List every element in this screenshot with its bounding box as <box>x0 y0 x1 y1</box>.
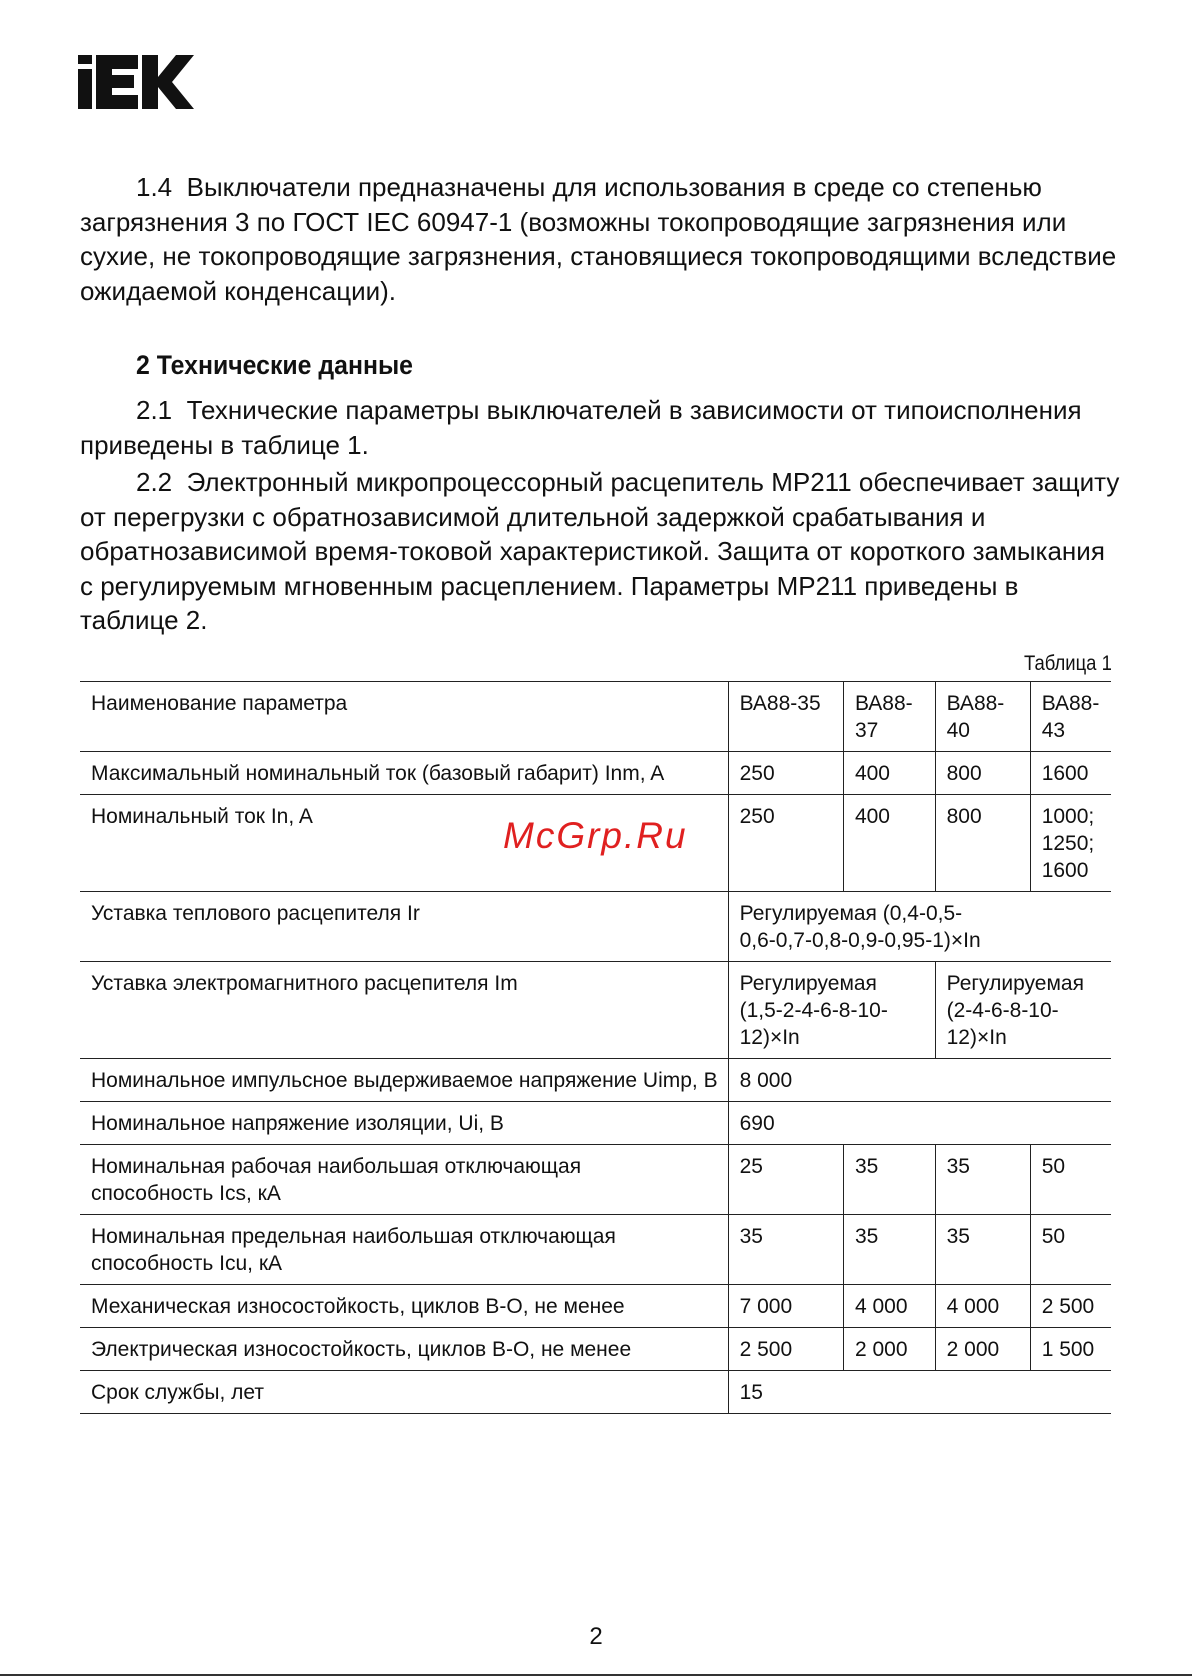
paragraph-text: Технические параметры выключателей в зависимости от типоисполнения приведены в таблице 1. <box>80 395 1082 460</box>
table-row <box>80 1328 1111 1371</box>
table-cell: 400 <box>843 795 935 892</box>
param-name: Электрическая износостойкость, циклов В-О, не менее <box>80 1328 728 1371</box>
table-cell: Регулируемая (0,4-0,5-0,6-0,7-0,8-0,9-0,95-1)×In <box>728 892 1111 962</box>
bottom-rule <box>0 1674 1192 1676</box>
specifications-table <box>80 681 1111 1414</box>
table-cell: 35 <box>843 1145 935 1215</box>
table-row <box>80 1371 1111 1414</box>
table-cell: 7 000 <box>728 1285 843 1328</box>
page-number: 2 <box>589 1623 603 1650</box>
header-cell: ВА88-40 <box>935 682 1030 752</box>
param-name: Уставка электромагнитного расцепителя Im <box>80 962 728 1059</box>
param-name: Максимальный номинальный ток (базовый габарит) Inm, A <box>80 752 728 795</box>
table-cell: Регулируемая (1,5-2-4-6-8-10-12)×In <box>728 962 935 1059</box>
paragraph-1-4 <box>80 170 1120 308</box>
table-cell: 690 <box>728 1102 1111 1145</box>
table-row <box>80 1102 1111 1145</box>
param-name: Номинальный ток In, A <box>80 795 728 892</box>
table-cell: 250 <box>728 795 843 892</box>
header-cell: Наименование параметра <box>80 682 728 752</box>
param-name: Номинальная рабочая наибольшая отключающая способность Ics, кА <box>80 1145 728 1215</box>
iek-logo <box>78 55 194 109</box>
table-cell: 50 <box>1030 1145 1111 1215</box>
table-row <box>80 752 1111 795</box>
table-cell: 400 <box>843 752 935 795</box>
table-cell: 1000; 1250; 1600 <box>1030 795 1111 892</box>
table-cell: 1 500 <box>1030 1328 1111 1371</box>
table-cell: 2 000 <box>843 1328 935 1371</box>
param-name: Номинальная предельная наибольшая отключающая способность Icu, кА <box>80 1215 728 1285</box>
param-name: Уставка теплового расцепителя Ir <box>80 892 728 962</box>
table-cell: 35 <box>935 1145 1030 1215</box>
table-cell: Регулируемая (2-4-6-8-10-12)×In <box>935 962 1111 1059</box>
param-name: Срок службы, лет <box>80 1371 728 1414</box>
header-cell: ВА88-43 <box>1030 682 1111 752</box>
param-name: Номинальное напряжение изоляции, Ui, В <box>80 1102 728 1145</box>
table-row <box>80 1059 1111 1102</box>
paragraph-number: 1.4 <box>136 172 173 202</box>
paragraph-text: Выключатели предназначены для использования в среде со степенью загрязнения 3 по ГОСТ IEC 60947-1 (возможны токопроводящие загрязнения или сухие, не токопроводящие загрязнения, становящиеся токопроводящими вследствие ожидаемой конденсации). <box>80 172 1117 306</box>
header-cell: ВА88-35 <box>728 682 843 752</box>
table-cell: 2 500 <box>1030 1285 1111 1328</box>
header-cell: ВА88-37 <box>843 682 935 752</box>
table-cell: 25 <box>728 1145 843 1215</box>
table-cell: 2 500 <box>728 1328 843 1371</box>
table-cell: 1600 <box>1030 752 1111 795</box>
table-row <box>80 1215 1111 1285</box>
table-cell: 2 000 <box>935 1328 1030 1371</box>
table-row <box>80 1145 1111 1215</box>
param-name: Номинальное импульсное выдерживаемое напряжение Uimp, В <box>80 1059 728 1102</box>
table-row <box>80 1285 1111 1328</box>
table-cell: 35 <box>935 1215 1030 1285</box>
section-heading: 2 Технические данные <box>136 350 413 380</box>
table-header-row <box>80 682 1111 752</box>
paragraph-2-1 <box>80 393 1120 462</box>
table-cell: 15 <box>728 1371 1111 1414</box>
table-cell: 8 000 <box>728 1059 1111 1102</box>
table-cell: 4 000 <box>935 1285 1030 1328</box>
param-name: Механическая износостойкость, циклов В-О, не менее <box>80 1285 728 1328</box>
paragraph-number: 2.2 <box>136 467 173 497</box>
table-cell: 800 <box>935 752 1030 795</box>
table-row <box>80 962 1111 1059</box>
table-cell: 800 <box>935 795 1030 892</box>
paragraph-text: Электронный микропроцессорный расцепитель МР211 обеспечивает защиту от перегрузки с обратнозависимой длительной задержкой срабатывания и обратнозависимой время-токовой характеристикой. Защита от короткого замыкания с регулируемым мгновенным расцеплением. Параметры МР211 приведены в таблице 2. <box>80 467 1120 635</box>
table-row <box>80 892 1111 962</box>
paragraph-number: 2.1 <box>136 395 173 425</box>
paragraph-2-2 <box>80 465 1120 638</box>
watermark: McGrp.Ru <box>503 815 688 856</box>
table-cell: 50 <box>1030 1215 1111 1285</box>
table-cell: 4 000 <box>843 1285 935 1328</box>
table-cell: 250 <box>728 752 843 795</box>
table-cell: 35 <box>843 1215 935 1285</box>
table-cell: 35 <box>728 1215 843 1285</box>
table-caption: Таблица 1 <box>1024 652 1112 675</box>
